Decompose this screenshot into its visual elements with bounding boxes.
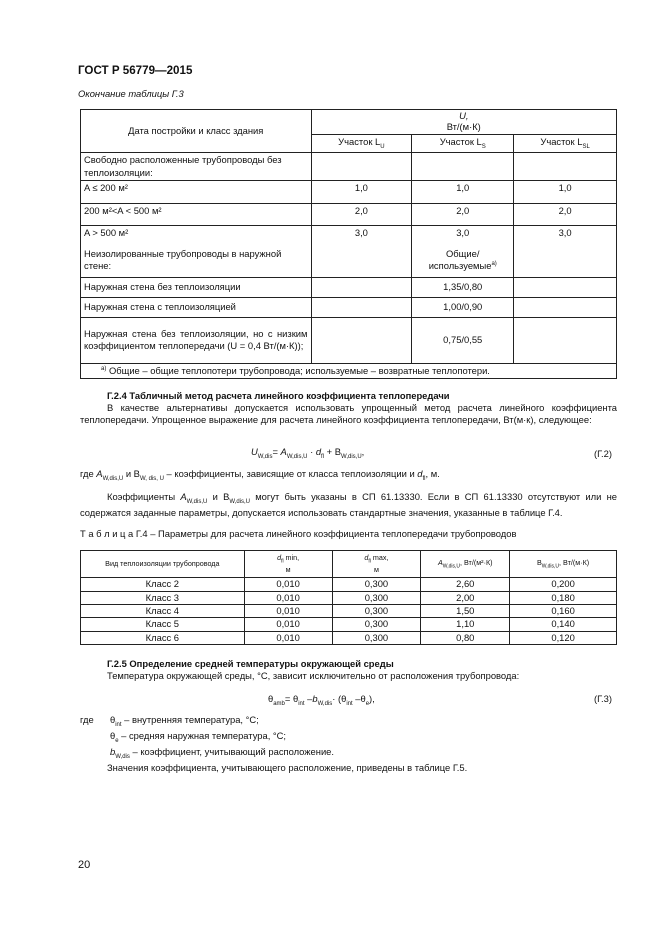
section-g24-paragraph-2: Коэффициенты $A_{W,dis,U}$ и $B_{W,dis,U}$ могут быть указаны в СП 61.13330. Если в СП 61.13330 отсутствуют или не содержатся заданные параметры, допускается использовать стандартные значения, указанные в таблице Г.4. [80, 491, 618, 518]
section-g24-paragraph: В качестве альтернативы допускается использовать упрощенный метод расчета линейного коэффициента теплопередачи. Упрощенное выражение для расчета линейного коэффициента теплопередачи, Вт(м·к), следующее: [80, 402, 617, 426]
table-row: Наружная стена без теплоизоляции, но с низким коэффициентом теплопередачи (U = 0,4 Вт/(м·К)); 0,75/0,55 [81, 317, 617, 363]
table-row: Свободно расположенные трубопроводы без теплоизоляции: [81, 153, 617, 180]
subheader-lsl: Участок $L_{SL}$ [514, 134, 617, 153]
section-g25-paragraph-2: Значения коэффициента, учитывающего расположение, приведены в таблице Г.5. [107, 762, 468, 773]
table-header-row: Вид теплоизоляции трубопровода $d_{fl}$ min, м $d_{fl}$ max, м $A_{W,dis,U}$, Вт/(м²·К) $B_{W,dis,U}$, Вт/(м·К) [81, 551, 617, 578]
formula-number-g3: (Г.3) [594, 693, 612, 704]
where-item: $b_{W,dis}$ – коэффициент, учитывающий расположение. [110, 745, 334, 760]
header-cell-building-class: Дата постройки и класс здания [81, 110, 312, 153]
table-note-row: $^{а)}$ Общие – общие теплопотери трубопровода; используемые – возвратные теплопотери. [81, 363, 617, 378]
where-item: $\theta_e$ – средняя наружная температура, °С; [110, 729, 287, 744]
section-g25-paragraph: Температура окружающей среды, °С, зависит исключительно от расположения трубопровода: [107, 670, 520, 681]
table-g3 [80, 109, 617, 379]
header-cell-u [311, 110, 617, 135]
table-note: Общие – общие теплопотери трубопровода; используемые – возвратные теплопотери. [106, 364, 490, 376]
where-item: $\theta_{int}$ – внутренняя температура, °С; [110, 714, 259, 728]
where-g3-label: где [80, 714, 94, 725]
where-g3-list [110, 714, 610, 762]
where-g2: где $A_{W,dis,U}$ и $B_{W, dis, U}$ – коэффициенты, зависящие от класса теплоизоляции и $d_{fl}$, м. [80, 468, 440, 482]
page-number: 20 [78, 859, 91, 871]
table-row: Неизолированные трубопроводы в наружной стене: Общие/ используемые$^{а)}$ [81, 247, 617, 277]
section-g25-title: Г.2.5 Определение средней температуры окружающей среды [107, 658, 394, 669]
table-row: 200 м²<A < 500 м² 2,0 2,0 2,0 [81, 203, 617, 225]
table-row: Класс 5 0,010 0,300 1,10 0,140 [81, 618, 617, 631]
subheader-lu: Участок $L_U$ [311, 134, 412, 153]
table-row: Класс 2 0,010 0,300 2,60 0,200 [81, 578, 617, 592]
table-row: Класс 6 0,010 0,300 0,80 0,120 [81, 631, 617, 644]
table-continuation-label: Окончание таблицы Г.3 [78, 88, 184, 99]
table-row: Класс 3 0,010 0,300 2,00 0,180 [81, 592, 617, 605]
u-symbol: U, [459, 110, 469, 121]
subheader-ls: Участок $L_S$ [412, 134, 514, 153]
formula-number-g2: (Г.2) [594, 448, 612, 459]
u-unit: Вт/(м·К) [446, 120, 481, 132]
table-row: Наружная стена без теплоизоляции 1,35/0,80 [81, 277, 617, 297]
formula-g2: $U_{W,dis}= A_{W,dis,U} \cdot d_{fl} + B_{W,dis,U}$, [251, 446, 365, 460]
table-g4-caption: Т а б л и ц а Г.4 – Параметры для расчета линейного коэффициента теплопередачи трубопроводов [80, 528, 517, 539]
document-header: ГОСТ Р 56779—2015 [78, 64, 193, 77]
table-row: Класс 4 0,010 0,300 1,50 0,160 [81, 605, 617, 618]
table-row: A > 500 м² 3,0 3,0 3,0 [81, 225, 617, 247]
section-g24-title: Г.2.4 Табличный метод расчета линейного коэффициента теплопередачи [107, 390, 450, 401]
table-row: Наружная стена с теплоизоляцией 1,00/0,90 [81, 297, 617, 317]
table-row: A ≤ 200 м² 1,0 1,0 1,0 [81, 180, 617, 203]
formula-g3: $\theta_{amb}= \theta_{int}$ $-b_{W,dis}\cdot (\theta_{int}$ $-\theta_e$), [268, 693, 375, 707]
table-g4 [80, 550, 617, 645]
